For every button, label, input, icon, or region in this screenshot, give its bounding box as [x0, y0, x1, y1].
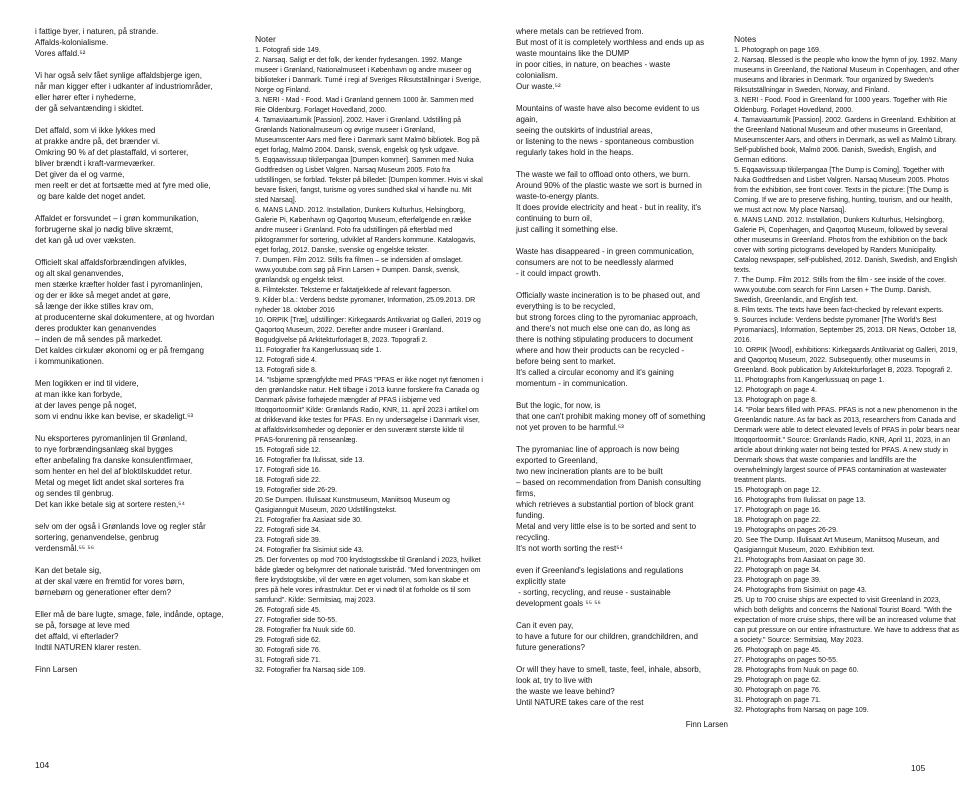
note-item: 2. Narsaq. Blessed is the people who know the hymn of joy. 1992. Many museums in Greenland, the National Museum in Copenhagen, and other museums and libraries in Denmark. Tour organized by Sweden's Riksutställningar in Sweden, Norway, and Finland. — [734, 57, 960, 94]
note-item: 20. See The Dump. Illulisaat Art Museum, Maniitsoq Museum, and Qasigiannguit Museum, 2020. Exhibition text. — [734, 537, 940, 554]
poem-line: Metal and very little else is to be sorted and sent to — [516, 522, 697, 531]
note-item: 3. NERI - Food. Food in Greenland for 1000 years. Together with Rie Oldenburg. Forlaget Hovedland, 2000. — [734, 97, 948, 114]
stanza — [516, 169, 728, 235]
note-item: 14. "Isbjørne sprængfyldte med PFAS "PFAS er ikke noget nyt fænomen i den grønlandske natur. Helt tilbage i 2013 kunne forskere fra Canada og Danmark påvise forhøjede mængder af PFAS i isbjørne ved Ittoqqortoormiit" Kilde: Grønlands Radio, KNR, 11. april 2023 i artikel om at drikkevand ikke testes for PFAS. En ny undersøgelse i Danmark viser, at affaldsvirksomheder og deponier er den suverænt største kilde til PFAS-forurening på renseanlæg. — [255, 377, 483, 444]
note-item: 32. Fotografier fra Narsaq side 109. — [255, 667, 366, 674]
poem-line: to have a future for our children, grandchildren, and — [516, 632, 698, 641]
poem-line: to nye forbrændingsanlæg skal bygges — [35, 445, 173, 454]
poem-line: verdensmål.⁵⁵ ⁵⁶ — [35, 544, 95, 553]
poem-line: Metal og meget lidt andet skal sorteres fra — [35, 478, 184, 487]
poem-line: at prakke andre på, det brænder vi. — [35, 137, 160, 146]
poem-line: så længe der ikke stilles krav om, — [35, 302, 154, 311]
note-item: 27. Photographs on pages 50-55. — [734, 657, 838, 664]
note-item: 20.Se Dumpen. Illulisaat Kunstmuseum, Maniitsoq Museum og Qasigiannguit Museum, 2020 Udstillingstekst. — [255, 497, 450, 514]
note-item: 21. Photographs from Aasiaat on page 30. — [734, 557, 866, 564]
poem-line: But the logic, for now, is — [516, 401, 601, 410]
poem-line: funding. — [516, 511, 545, 520]
poem-line: seeing the outskirts of industrial areas, — [516, 126, 653, 135]
note-item: 18. Photograph on page 22. — [734, 517, 821, 524]
poem-line: Indtil NATUREN klarer resten. — [35, 643, 142, 652]
poem-line: the waste we leave behind? — [516, 687, 615, 696]
poem-line: - it could impact growth. — [516, 269, 601, 278]
poem-line: which retrieves a substantial portion of block grant — [516, 500, 694, 509]
poem-line: recycling. — [516, 533, 550, 542]
note-item: 24. Fotografier fra Sisimiut side 43. — [255, 547, 364, 554]
note-item: 8. Film texts. The texts have been fact-checked by relevant experts. — [734, 307, 944, 314]
poem-line: that one can't prohibit making money off of something — [516, 412, 706, 421]
note-item: 29. Fotografi side 62. — [255, 637, 321, 644]
english-notes-column — [734, 33, 960, 716]
poem-line: sortering, genanvendelse, genbrug — [35, 533, 159, 542]
note-item: 15. Photograph on page 12. — [734, 487, 821, 494]
poem-line: future generations? — [516, 643, 585, 652]
poem-line: or listening to the news - spontaneous combustion — [516, 137, 694, 146]
poem-line: The waste we fail to offload onto others, we burn. — [516, 170, 691, 179]
note-item: 4. Tamaviaartumik [Passion]. 2002. Gardens in Greenland. Exhibition at the Greenland National Museum and other museums in Greenland, Museumscenter Aars, and others in Denmark, as well as Malmö Library. Self-published book, Malmö 2006. Danish, Swedish, English, and German editions. — [734, 117, 957, 164]
note-item: 19. Photographs on pages 26-29. — [734, 527, 838, 534]
stanza — [35, 609, 247, 653]
poem-line: firms, — [516, 489, 536, 498]
note-item: 21. Fotografier fra Aasiaat side 30. — [255, 517, 363, 524]
note-item: 30. Fotografi side 76. — [255, 647, 321, 654]
stanza — [516, 444, 728, 554]
note-item: 17. Fotografi side 16. — [255, 467, 321, 474]
note-item: 27. Fotografier side 50-55. — [255, 617, 338, 624]
english-poem-column — [516, 26, 728, 730]
stanza — [35, 565, 247, 598]
poem-line: It does provide electricity and heat - but in reality, it's — [516, 203, 702, 212]
poem-line: forbrugerne skal jo nødig blive skræmt, — [35, 225, 174, 234]
stanza — [35, 257, 247, 367]
page-number-left: 104 — [35, 760, 50, 770]
poem-line: but strong forces cling to the pyromaniac approach, — [516, 313, 698, 322]
poem-line: Can it even pay, — [516, 621, 574, 630]
note-item: 11. Fotografier fra Kangerlussuaq side 1. — [255, 347, 382, 354]
poem-line: Det kan ikke betale sig at sortere resten,⁵⁴ — [35, 500, 185, 509]
poem-line: not yet proven to be harmful.⁵³ — [516, 423, 624, 432]
note-item: 13. Photograph on page 8. — [734, 397, 817, 404]
poem-line: – based on recommendation from Danish consulting — [516, 478, 701, 487]
note-item: 25. Up to 700 cruise ships are expected to visit Greenland in 2023, which both delights and concerns the National Tourist Board. "With the expectation of more cruise ships, there will be an increased volume that can put pressure on our entire infrastructure. We have to address that as a society." Source: Sermitsiaq, May 2023. — [734, 597, 960, 644]
note-item: 6. MANS LAND. 2012. Installation, Dunkers Kulturhus, Helsingborg, Galerie Pi, København og Qaqortoq Museum, efterfølgende en række andre museer i Grønland. Foto fra udstillingen på efterblad med piktogrammer for sortering, udviklet af Randers kommune. Katalogavis, eget forlag, 2012. Danske, svenske og engelske tekster. — [255, 207, 476, 254]
poem-line: når man kigger efter i udkanter af industriområder, — [35, 82, 213, 91]
note-item: 3. NERI - Mad - Food. Mad i Grønland gennem 1000 år. Sammen med Rie Oldenburg. Forlaget Hovedland, 2000. — [255, 97, 474, 114]
note-item: 16. Fotografier fra Ilulissat, side 13. — [255, 457, 365, 464]
note-item: 1. Photograph on page 169. — [734, 47, 821, 54]
note-item: 26. Fotografi side 45. — [255, 607, 321, 614]
author-signature: Finn Larsen — [35, 665, 78, 674]
stanza — [516, 103, 728, 158]
note-item: 16. Photographs from Ilulissat on page 13. — [734, 497, 866, 504]
note-item: 19. Fotografier side 26-29. — [255, 487, 338, 494]
poem-line: det kan gå ud over væksten. — [35, 236, 136, 245]
stanza — [516, 246, 728, 279]
poem-line: at man ikke kan forbyde, — [35, 390, 123, 399]
note-item: 6. MANS LAND. 2012. Installation, Dunkers Kulturhus, Helsingborg, Galerie Pi, Copenhagen, and Qaqortoq Museum, followed by several other museums in Greenland. Photos from the exhibition on the back cover with sorting pictograms developed by Randers Municipality. Catalog newspaper, self-published, 2012. Danish, Swedish, and English texts. — [734, 217, 957, 274]
poem-line: at producenterne skal dokumentere, at og hvordan — [35, 313, 215, 322]
poem-line: og alt skal genanvendes, — [35, 269, 124, 278]
poem-line: Det affald, som vi ikke lykkes med — [35, 126, 156, 135]
poem-line: der gå selvantænding i skidtet. — [35, 104, 144, 113]
stanza — [516, 400, 728, 433]
note-item: 14. "Polar bears filled with PFAS. PFAS is not a new phenomenon in the Greenlandic nature. As far back as 2013, researchers from Canada and Denmark were able to detect elevated levels of PFAS in polar bears near Ittoqqortoormiit." Source: Grønlands Radio, KNR, April 11, 2023, in an article about drinking water not being tested for PFAS. A new study in Denmark shows that waste companies and landfills are the overwhelmingly largest source of PFAS contamination at wastewater treatment plants. — [734, 407, 960, 484]
notes-heading: Notes — [734, 34, 757, 44]
note-item: 5. Eqqaavissuup tikilerpangaa [Dumpen kommer]. Sammen med Nuka Godtfredsen og Lisbet Valgren. Narsaq Museum 2005. Foto fra udstillingen, se forblad. Tekster på billedet: [Dumpen kommer. Hvis vi skal bevare fiskeri, fangst, turisme og vores sundhed skal vi handle nu. Mit sted Narsaq]. — [255, 157, 483, 204]
stanza — [35, 378, 247, 422]
poem-line: men stærke kræfter holder fast i pyromanlinjen, — [35, 280, 203, 289]
note-item: 2. Narsaq. Saligt er det folk, der kender frydesangen. 1992. Mange museer i Grønland, Nationalmuseet i København og andre museer og biblioteker i Danmark. Turné i regi af Sveriges Riksutställningar i Sverige, Norge og Finland. — [255, 57, 482, 94]
poem-line: Det kaldes cirkulær økonomi og er på fremgang — [35, 346, 204, 355]
poem-line: Vi har også selv fået synlige affaldsbjerge igen, — [35, 71, 202, 80]
poem-line: i fattige byer, i naturen, på strande. — [35, 27, 159, 36]
poem-line: Vores affald.⁵² — [35, 49, 86, 58]
note-item: 15. Fotografi side 12. — [255, 447, 321, 454]
poem-line: exported to Greenland, — [516, 456, 598, 465]
note-item: 17. Photograph on page 16. — [734, 507, 821, 514]
note-item: 26. Photograph on page 45. — [734, 647, 821, 654]
poem-line: Around 90% of the plastic waste we sort is burned in — [516, 181, 702, 190]
poem-line: efter anbefaling fra danske konsulentfirmaer, — [35, 456, 193, 465]
poem-line: se på, forsøge at leve med — [35, 621, 130, 630]
note-item: 25. Der forventes op mod 700 krydstogtsskibe til Grønland i 2023, hvilket både glæder og bekymrer det nationale turistråd. "Med forventningen om flere krydstogtskibe, vil der være en øget volumen, som kan skabe et pres på hele vores infrastruktur. Det er vi nødt til at forholde os til som samfund". Kilde: Sermitsiaq, maj 2023. — [255, 557, 481, 604]
poem-line: Eller må de bare lugte, smage, føle, indånde, optage, — [35, 610, 224, 619]
noter-heading: Noter — [255, 34, 276, 44]
poem-line: - sorting, recycling, and reuse - sustainable — [516, 588, 671, 597]
notes-list — [734, 46, 960, 716]
poem-line: Officially waste incineration is to be phased out, and — [516, 291, 700, 300]
poem-line: waste mountains like the DUMP — [516, 49, 630, 58]
poem-line: It's not worth sorting the rest⁵⁴ — [516, 544, 623, 553]
note-item: 12. Fotografi side 4. — [255, 357, 317, 364]
poem-line: Affaldet er forsvundet – i grøn kommunikation, — [35, 214, 199, 223]
poem-line: som vi endnu ikke kan bevise, er skadeligt.⁵³ — [35, 412, 194, 421]
poem-line: Men logikken er ind til videre, — [35, 379, 139, 388]
poem-line: at der laves penge på noget, — [35, 401, 137, 410]
poem-line: two new incineration plants are to be built — [516, 467, 663, 476]
poem-line: Omkring 90 % af det plastaffald, vi sorterer, — [35, 148, 189, 157]
note-item: 4. Tamaviaartumik [Passion]. 2002. Haver i Grønland. Udstilling på Grønlands Nationalmuseum og øvrige museer i Grønland, Museumscenter Aars med flere i Danmark samt Malmö bibliotek. Bog på eget forlag, Malmö 2004. Dansk, svensk, engelsk og tysk udgave. — [255, 117, 480, 154]
poem-line: in poor cities, in nature, on beaches - waste — [516, 60, 671, 69]
poem-line: deres produkter kan genanvendes — [35, 324, 157, 333]
note-item: 11. Photographs from Kangerlussuaq on page 1. — [734, 377, 885, 384]
poem-line: consumers are not to be needlessly alarmed — [516, 258, 674, 267]
poem-line: just calling it something else. — [516, 225, 618, 234]
stanza — [35, 521, 247, 554]
stanza — [35, 26, 247, 59]
note-item: 23. Photograph on page 39. — [734, 577, 821, 584]
poem-line: where metals can be retrieved from. — [516, 27, 644, 36]
poem-line: Our waste.⁵² — [516, 82, 561, 91]
poem-line: and there's not much else one can do, as long as — [516, 324, 691, 333]
poem-line: Nu eksporteres pyromanlinjen til Grønland, — [35, 434, 188, 443]
note-item: 12. Photograph on page 4. — [734, 387, 817, 394]
poem-line: – inden de må sendes på markedet. — [35, 335, 163, 344]
poem-line: It's called a circular economy and it's gaining — [516, 368, 674, 377]
stanza — [35, 125, 247, 202]
poem-line: explicitly state — [516, 577, 566, 586]
stanza — [516, 664, 728, 708]
note-item: 29. Photograph on page 62. — [734, 677, 821, 684]
poem-line: det affald, vi efterlader? — [35, 632, 119, 641]
note-item: 31. Photograph on page 71. — [734, 697, 821, 704]
note-item: 10. ORPIK [Wood], exhibitions: Kirkegaards Antikvariat og Galleri, 2019, and Qaqortoq Museum, 2022. Subsequently, other museums in Greenland. Book publication by Arkitekturforlaget B, 2023. Topografi 2. — [734, 347, 958, 374]
note-item: 23. Fotografi side 39. — [255, 537, 321, 544]
poem-line: og der er ikke så meget andet at gøre, — [35, 291, 171, 300]
poem-line: continuing to burn oil, — [516, 214, 593, 223]
note-item: 1. Fotografi side 149. — [255, 47, 321, 54]
poem-line: Det giver da el og varme, — [35, 170, 125, 179]
poem-line: børnebørn og generationer efter dem? — [35, 588, 172, 597]
poem-line: bliver brændt i kraft-varmeværker. — [35, 159, 156, 168]
poem-line: waste-to-energy plants. — [516, 192, 600, 201]
poem-line: selv om der også i Grønlands love og regler står — [35, 522, 206, 531]
danish-notes-column — [255, 33, 483, 676]
stanza — [516, 565, 728, 609]
poem-line: Until NATURE takes care of the rest — [516, 698, 644, 707]
note-item: 22. Fotografi side 34. — [255, 527, 321, 534]
stanza — [35, 213, 247, 246]
note-item: 7. Dumpen. Film 2012. Stills fra filmen – se indersiden af omslaget. www.youtube.com søg på Finn Larsen + Dumpen. Dansk, svensk, grønlandsk og engelsk tekst. — [255, 257, 463, 284]
note-item: 30. Photograph on page 76. — [734, 687, 821, 694]
stanza — [35, 70, 247, 114]
note-item: 22. Photograph on page 34. — [734, 567, 821, 574]
poem-line: eller hører efter i nyhederne, — [35, 93, 136, 102]
note-item: 5. Eqqaavissuup tikilerpangaa [The Dump is Coming]. Together with Nuka Godtfredsen and Lisbet Valgren. Narsaq Museum 2005. Photos from the exhibition, see front cover. Texts in the picture: [The Dump is Coming. If we are to preserve fishing, hunting, tourism, and our health, we must act now. My place Narsaq]. — [734, 167, 953, 214]
poem-line: at der skal være en fremtid for vores børn, — [35, 577, 185, 586]
poem-line: momentum - in communication. — [516, 379, 628, 388]
note-item: 28. Photographs from Nuuk on page 60. — [734, 667, 859, 674]
note-item: 10. ORPIK [Træ], udstillinger: Kirkegaards Antikvariat og Galleri, 2019 og Qaqortoq Museum, 2022. Derefter andre museer i Grønland. Bogudgivelse på Arkitekturforlaget B, 2023. Topografi 2. — [255, 317, 481, 344]
note-item: 9. Sources include: Verdens bedste pyromaner [The World's Best Pyromaniacs], Information, September 25, 2013. DR News, October 18, 2016. — [734, 317, 957, 344]
poem-line: men reelt er det at fortsætte med at fyre med olie, — [35, 181, 211, 190]
poem-line: i kommunikationen. — [35, 357, 104, 366]
poem-line: regularly takes hold in the heaps. — [516, 148, 634, 157]
noter-list — [255, 46, 483, 676]
poem-line: even if Greenland's legislations and regulations — [516, 566, 684, 575]
poem-line: og bare kalde det noget andet. — [35, 192, 146, 201]
poem-line: development goals ⁵⁵ ⁵⁶ — [516, 599, 601, 608]
note-item: 28. Fotografier fra Nuuk side 60. — [255, 627, 356, 634]
poem-line: again, — [516, 115, 538, 124]
note-item: 32. Photographs from Narsaq on page 109. — [734, 707, 869, 714]
note-item: 31. Fotografi side 71. — [255, 657, 321, 664]
poem-line: Affalds-kolonialisme. — [35, 38, 109, 47]
stanza — [516, 26, 728, 92]
note-item: 8. Filmtekster. Teksterne er faktatjekkede af relevant fagperson. — [255, 287, 452, 294]
note-item: 18. Fotografi side 22. — [255, 477, 321, 484]
poem-line: Officielt skal affaldsforbrændingen afvikles, — [35, 258, 187, 267]
note-item: 7. The Dump. Film 2012. Stills from the film - see inside of the cover. www.youtube.com search for Finn Larsen + The Dump. Danish, Swedish, Greenlandic, and English text. — [734, 277, 946, 304]
poem-line: Kan det betale sig, — [35, 566, 102, 575]
poem-line: But most of it is completely worthless and ends up as — [516, 38, 705, 47]
poem-line: look at, try to live with — [516, 676, 593, 685]
poem-line: Waste has disappeared - in green communication, — [516, 247, 695, 256]
page-number-right: 105 — [911, 763, 926, 773]
danish-poem-column — [35, 26, 247, 675]
poem-line: everything is to be recycled, — [516, 302, 616, 311]
poem-line: Or will they have to smell, taste, feel, inhale, absorb, — [516, 665, 701, 674]
poem-line: Mountains of waste have also become evident to us — [516, 104, 700, 113]
note-item: 13. Fotografi side 8. — [255, 367, 317, 374]
poem-line: where and how their products can be recycled - — [516, 346, 685, 355]
poem-line: colonialism. — [516, 71, 558, 80]
poem-line: there is nothing stipulating producers to document — [516, 335, 693, 344]
note-item: 9. Kilder bl.a.: Verdens bedste pyromaner, Information, 25.09.2013. DR nyheder 18. oktober 2016 — [255, 297, 476, 314]
note-item: 24. Photographs from Sisimiut on page 43. — [734, 587, 867, 594]
poem-line: before being sent to market. — [516, 357, 616, 366]
author-signature: Finn Larsen — [685, 720, 728, 729]
poem-line: The pyromaniac line of approach is now being — [516, 445, 680, 454]
stanza — [516, 620, 728, 653]
poem-line: som henter en hel del af bloktilskuddet retur. — [35, 467, 192, 476]
poem-line: og sendes til genbrug. — [35, 489, 114, 498]
stanza — [35, 433, 247, 510]
stanza — [516, 290, 728, 389]
